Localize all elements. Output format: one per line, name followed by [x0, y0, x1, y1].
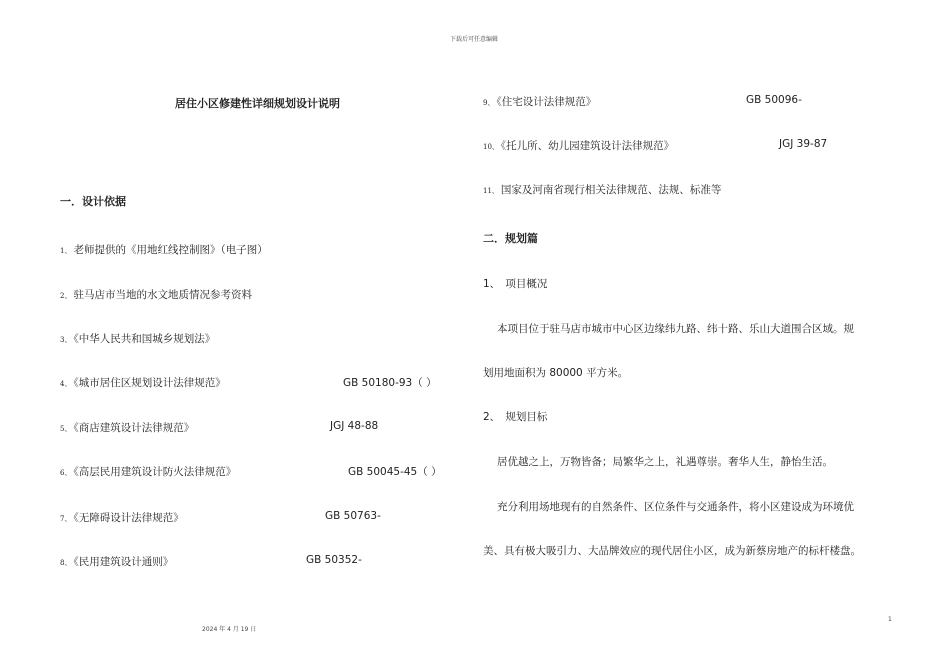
- basis-item-11: [483, 182, 721, 197]
- item-number: 5、: [60, 425, 72, 433]
- item-number: 4、: [60, 380, 72, 388]
- item-code: GB 50763-: [325, 510, 381, 522]
- item-code: GB 50096-: [746, 94, 802, 106]
- item-text: 《住宅设计法律规范》: [496, 96, 597, 108]
- item-number: 3、: [60, 336, 72, 344]
- header-note: 下载后可任意编辑: [450, 36, 499, 43]
- subheading-planning-goal: 2、 规划目标: [483, 411, 548, 423]
- page-number: 1: [888, 616, 892, 623]
- basis-item-1: [60, 242, 268, 257]
- item-number: 8、: [60, 559, 72, 567]
- basis-item-8: [60, 554, 173, 569]
- basis-item-10: [483, 138, 674, 153]
- item-text: 《托儿所、幼儿园建筑设计法律规范》: [500, 140, 675, 152]
- item-text: 《城市居住区规划设计法律规范》: [73, 377, 226, 389]
- paragraph-line: 居优越之上，万物皆备；局繁华之上，礼遇尊崇。奢华人生，静怡生活。: [497, 456, 833, 468]
- item-code: GB 50352-: [306, 554, 362, 566]
- item-number: 7、: [60, 515, 72, 523]
- paragraph-line: 划用地面积为 80000 平方米。: [483, 367, 629, 379]
- item-code: JGJ 39-87: [779, 138, 828, 150]
- subheading-project-overview: 1、 项目概况: [483, 278, 548, 290]
- item-text: 《高层民用建筑设计防火法律规范》: [73, 466, 237, 478]
- item-text: 《商店建筑设计法律规范》: [73, 422, 195, 434]
- item-text: 老师提供的《用地红线控制图》（电子图）: [73, 244, 268, 256]
- item-text: 《无障碍设计法律规范》: [73, 512, 184, 524]
- item-code: JGJ 48-88: [330, 420, 379, 432]
- paragraph-line: 本项目位于驻马店市城市中心区边缘纬九路、纬十路、乐山大道围合区域。规: [497, 323, 854, 335]
- item-code: GB 50180-93（ ）: [343, 377, 437, 389]
- section-heading-basis: 一．设计依据: [60, 195, 126, 208]
- item-text: 《民用建筑设计通则》: [73, 556, 174, 568]
- basis-item-9: [483, 94, 596, 109]
- item-number: 1、: [60, 247, 72, 255]
- basis-item-6: [60, 464, 236, 479]
- basis-item-2: [60, 287, 252, 302]
- item-number: 11、: [483, 187, 499, 195]
- item-number: 6、: [60, 469, 72, 477]
- document-title: 居住小区修建性详细规划设计说明: [175, 97, 340, 110]
- item-number: 10、: [483, 143, 499, 151]
- item-number: 2、: [60, 292, 72, 300]
- item-number: 9、: [483, 99, 495, 107]
- basis-item-3: [60, 331, 215, 346]
- footer-date: 2024 年 4 月 19 日: [202, 626, 257, 633]
- item-text: 国家及河南省现行相关法律规范、法规、标准等: [500, 184, 722, 196]
- item-text: 驻马店市当地的水文地质情况参考资料: [73, 289, 252, 301]
- section-heading-planning: 二．规划篇: [483, 232, 538, 245]
- basis-item-7: [60, 510, 184, 525]
- item-code: GB 50045-45（ ）: [348, 466, 442, 478]
- basis-item-4: [60, 375, 226, 390]
- paragraph-line: 充分利用场地现有的自然条件、区位条件与交通条件，将小区建设成为环境优: [497, 501, 854, 513]
- item-text: 《中华人民共和国城乡规划法》: [73, 333, 216, 345]
- basis-item-5: [60, 420, 194, 435]
- paragraph-line: 美、具有极大吸引力、大品牌效应的现代居住小区，成为新蔡房地产的标杆楼盘。: [483, 545, 861, 557]
